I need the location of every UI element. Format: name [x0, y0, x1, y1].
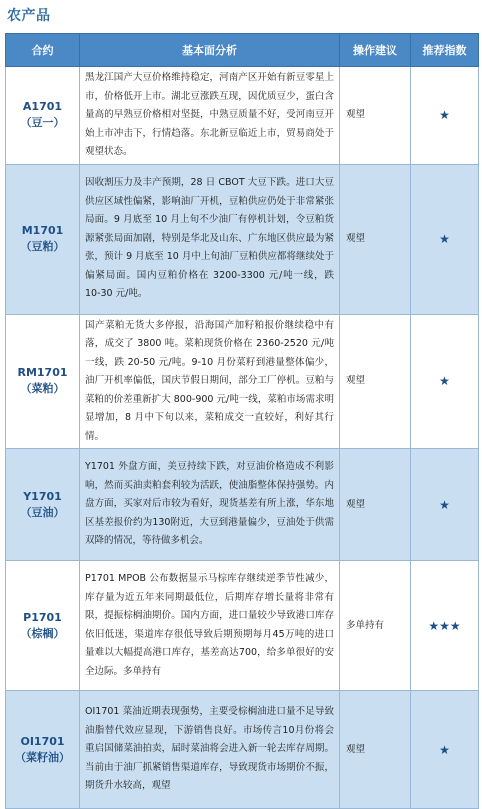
header-suggestion: 操作建议 [340, 34, 411, 67]
suggestion-cell: 多单持有 [340, 561, 411, 691]
suggestion-cell: 观望 [340, 449, 411, 561]
contract-name: （豆一） [20, 116, 65, 130]
contract-cell [6, 67, 80, 165]
contract-cell [6, 561, 80, 691]
table-row [6, 314, 479, 449]
analysis-cell: OI1701 菜油近期表现强势，主要受棕榈油进口量不足导致油脂替代效应显现，下游销售良好。市场传言10月份将会重启国储菜油拍卖，届时菜油将会进入新一轮去库存周期。当前由于油厂抓紧销售渠道库存，导致现货市场期价不振，期货升水较高，观望 [80, 691, 340, 809]
table-row [6, 691, 479, 809]
header-analysis: 基本面分析 [80, 34, 340, 67]
rating-stars: ★★★ [411, 561, 479, 691]
table-header-row [6, 34, 479, 67]
table-row [6, 67, 479, 165]
header-index: 推荐指数 [411, 34, 479, 67]
contract-name: （菜粕） [20, 382, 65, 396]
contract-name: （豆油） [20, 505, 65, 519]
recommendation-table [5, 33, 479, 809]
contract-code: A1701 [22, 100, 63, 114]
contract-code: Y1701 [23, 489, 62, 503]
contract-cell [6, 164, 80, 314]
header-contract: 合约 [6, 34, 80, 67]
table-row [6, 449, 479, 561]
contract-name: （菜籽油） [15, 750, 70, 764]
analysis-cell: P1701 MPOB 公布数据显示马棕库存继续逆季节性减少，库存量为近五年来同期最低位，后期库存增长量将非常有限，提振棕榈油期价。国内方面，进口量较少导致港口库存依旧低迷，渠道库存很低导致后期预期每月45万吨的进口量难以大幅提高港口库存，基差高达700，给多单很好的安全边际。多单持有 [80, 561, 340, 691]
contract-code: M1701 [21, 224, 64, 237]
analysis-cell: 国产菜粕无货大多停报，沿海国产加籽粕报价继续稳中有落，成交了 3800 吨。菜粕现货价格在 2360-2520 元/吨一线，跌 20-50 元/吨。9-10 月份菜籽到港量整体偏少，油厂开机率偏低，国庆节假日期间，部分工厂停机。豆粕与菜粕的价差重新扩大 800-900 元/吨一线，菜粕市场需求明显增加，8 月中下旬以来，菜粕成交一直较好，利好其行情。 [80, 314, 340, 449]
suggestion-cell: 观望 [340, 314, 411, 449]
rating-stars: ★ [411, 67, 479, 165]
contract-code: RM1701 [17, 366, 68, 380]
rating-stars: ★ [411, 164, 479, 314]
suggestion-cell: 观望 [340, 691, 411, 809]
contract-cell [6, 691, 80, 809]
section-title: 农产品 [7, 8, 51, 24]
rating-stars: ★ [411, 691, 479, 809]
contract-name: （豆粕） [20, 240, 65, 253]
suggestion-cell: 观望 [340, 67, 411, 165]
contract-cell [6, 449, 80, 561]
rating-stars: ★ [411, 314, 479, 449]
contract-cell [6, 314, 80, 449]
contract-code: OI1701 [20, 734, 65, 748]
table-row [6, 561, 479, 691]
contract-name: （棕榈） [20, 626, 65, 640]
analysis-cell: 黑龙江国产大豆价格维持稳定，河南产区开始有新豆零星上市，价格低开上市。湖北豆涨跌互现，因优质豆少，蛋白含量高的早熟豆价格相对坚挺，中熟豆质量不好，受河南豆开始上市冲击下，行情趋落。东北新豆临近上市，贸易商处于观望状态。 [80, 67, 340, 165]
rating-stars: ★ [411, 449, 479, 561]
suggestion-cell: 观望 [340, 164, 411, 314]
contract-code: P1701 [23, 610, 62, 624]
analysis-cell: 因收割压力及丰产预期，28 日 CBOT 大豆下跌。进口大豆供应区域性偏紧，影响油厂开机，豆粕供应仍处于非常紧张局面。9 月底至 10 月上旬不少油厂有停机计划，令豆粕货源紧张局面加剧，特别是华北及山东、广东地区供应最为紧张，预计 9 月底至 10 月中上旬油厂豆粕供应都将继续处于偏紧局面。国内豆粕价格在 3200-3300 元/吨一线，跌 10-30 元/吨。 [80, 164, 340, 314]
table-row [6, 164, 479, 314]
analysis-cell: Y1701 外盘方面，美豆持续下跌，对豆油价格造成不利影响，然而买油卖粕套利较为活跃，使油脂整体保持强势。内盘方面，买家对后市较为看好，现货基差有所上涨，华东地区基差报价约为130附近，大豆到港量偏少，豆油处于供需双降的情况，等待做多机会。 [80, 449, 340, 561]
